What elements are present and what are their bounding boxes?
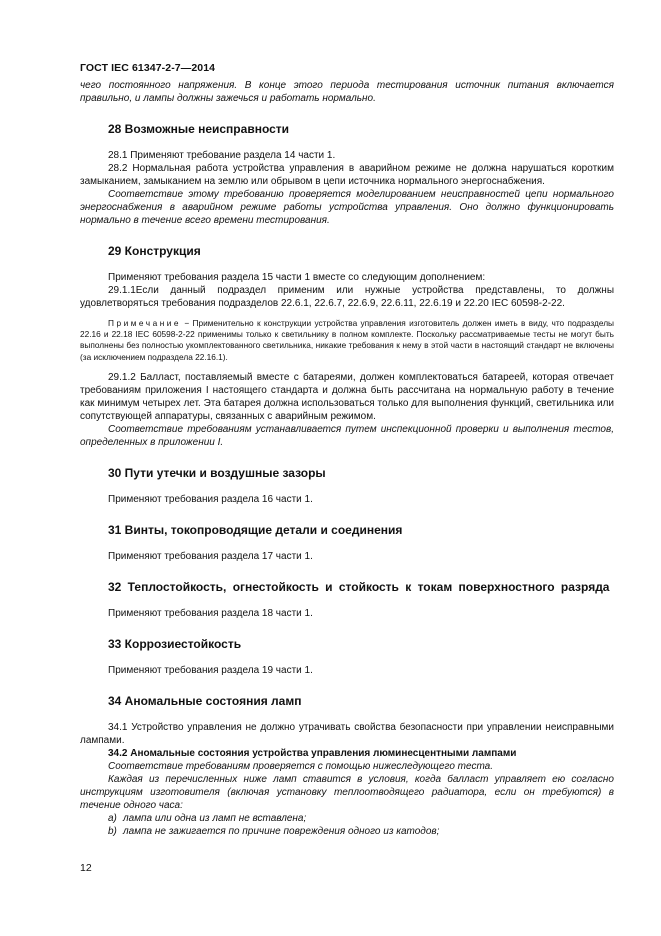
intro-paragraph: чего постоянного напряжения. В конце этого периода тестирования источник питания включается правильно, и лампы должны зажечься и работать нормально. (80, 80, 614, 104)
list-item (80, 825, 614, 838)
section-34-compliance: Соответствие требованиям проверяется с помощью нижеследующего теста. (108, 760, 493, 772)
section-34-1: 34.1 Устройство управления не должно утрачивать свойства безопасности при управлении неисправными лампами. (80, 721, 614, 746)
section-29-compliance: Соответствие требованиям устанавливается путем инспекционной проверки и выполнения тестов, определенных в приложении I. (80, 423, 614, 448)
section-28-2: 28.2 Нормальная работа устройства управления в аварийном режиме не должна нарушаться коротким замыканием, замыканием на землю или обрывом в цепи источника нормального энергоснабжения. (80, 163, 614, 187)
list-marker: a) (108, 812, 117, 824)
section-31-heading: 31 Винты, токопроводящие детали и соединения (108, 522, 403, 537)
section-32-heading: 32 Теплостойкость, огнестойкость и стойкость к токам поверхностного разряда (108, 579, 610, 594)
page-number: 12 (80, 862, 92, 874)
section-28-1: 28.1 Применяют требование раздела 14 части 1. (108, 150, 336, 161)
section-31-text: Применяют требования раздела 17 части 1. (108, 550, 313, 562)
section-29-intro: Применяют требования раздела 15 части 1 вместе со следующим дополнением: (108, 272, 486, 283)
section-34-2-heading: 34.2 Аномальные состояния устройства управления люминесцентными лампами (108, 747, 517, 759)
section-34-heading: 34 Аномальные состояния ламп (108, 693, 302, 708)
list-marker: b) (108, 825, 117, 837)
document-page (80, 62, 614, 838)
note-text: − Применительно к конструкции устройства управления изготовитель должен иметь в виду, что подразделы 22.16 и 22.18 IEC 60598-2-22 применимы только к светильнику в полном комплекте. Поскольку рассматриваемые тесты не могут быть выполнены без полностью укомплектованного светильника, никакие требования к нему в этой части в настоящий стандарт не включены (за исключением подраздела 22.16.1). (80, 318, 614, 362)
section-33-heading: 33 Коррозиестойкость (108, 636, 242, 651)
section-29-heading: 29 Конструкция (108, 244, 201, 258)
section-28-heading: 28 Возможные неисправности (108, 122, 290, 136)
list-text: лампа не зажигается по причине повреждения одного из катодов; (123, 825, 440, 837)
section-33-text: Применяют требования раздела 19 части 1. (108, 664, 313, 676)
section-28-compliance: Соответствие этому требованию проверяется моделированием неисправностей цепи нормального энергоснабжения в аварийном режиме работы устройства управления. Оно должно функционировать нормально в течение всего времени тестирования. (80, 189, 614, 226)
standard-header: ГОСТ IEC 61347-2-7—2014 (80, 62, 216, 74)
section-29-1-2: 29.1.2 Балласт, поставляемый вместе с батареями, должен комплектоваться батареей, которая отвечает требованиям приложения I настоящего стандарта и должна быть рассчитана на нормальную работу в течение как минимум четырех лет. Эта батарея должна использоваться только для выполнения функций, светильника или сопутствующей аппаратуры, связанных с аварийным режимом. (80, 371, 614, 422)
section-30-heading: 30 Пути утечки и воздушные зазоры (108, 465, 326, 480)
section-29-1-1: 29.1.1Если данный подраздел применим или нужные устройства представлены, то должны удовлетворяться требования подразделов 22.6.1, 22.6.7, 22.6.9, 22.6.11, 22.6.19 и 22.20 IEC 60598-2-22. (80, 285, 614, 309)
note-label: Примечание (108, 318, 182, 328)
section-30-text: Применяют требования раздела 16 части 1. (108, 493, 313, 505)
section-34-test-conditions: Каждая из перечисленных ниже ламп ставится в условия, когда балласт управляет ею согласно инструкциям изготовителя (включая установку теплоотводящего радиатора, если он требуются) в течение одного часа: (80, 773, 614, 811)
section-32-text: Применяют требования раздела 18 части 1. (108, 607, 313, 619)
section-29-note (80, 318, 614, 363)
list-item (80, 812, 614, 825)
list-text: лампа или одна из ламп не вставлена; (123, 812, 307, 824)
